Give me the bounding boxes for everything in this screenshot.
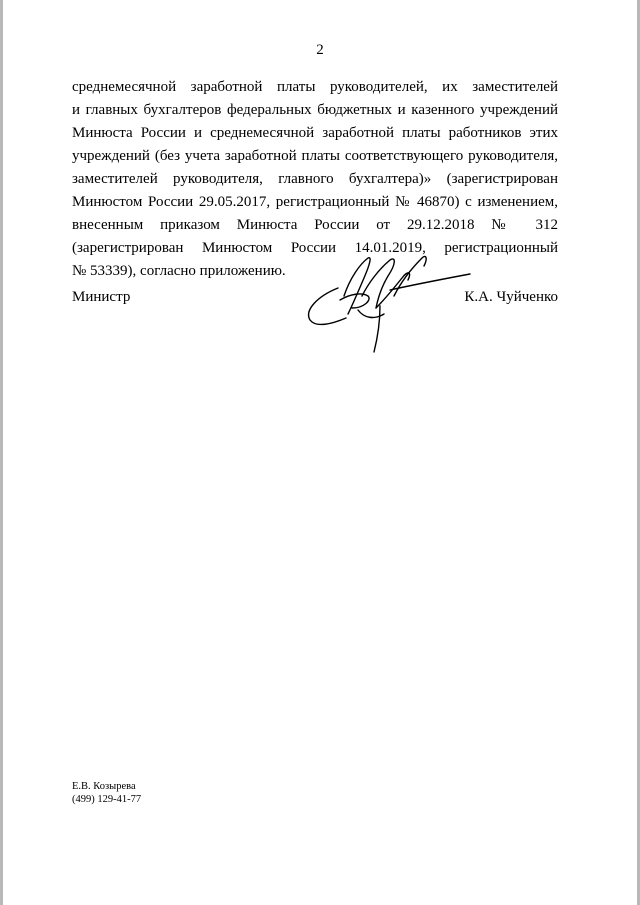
body-line: Минюстом России 29.05.2017, регистрационный № 46870) с изменением,	[72, 194, 558, 210]
signatory-position: Министр	[72, 289, 131, 305]
body-line: Минюста России и среднемесячной заработной платы работников этих	[72, 125, 558, 141]
body-line: (зарегистрирован Минюстом России 14.01.2019, регистрационный	[72, 240, 558, 256]
body-line: внесенным приказом Минюста России от 29.12.2018 № 312	[72, 217, 558, 233]
body-line: среднемесячной заработной платы руководителей, их заместителей	[72, 79, 558, 95]
executor-info	[72, 780, 141, 806]
signatory-name: К.А. Чуйченко	[464, 289, 558, 305]
page-left-edge	[0, 0, 3, 905]
body-line: заместителей руководителя, главного бухгалтера)» (зарегистрирован	[72, 171, 558, 187]
executor-name: Е.В. Козырева	[72, 781, 136, 792]
signature-block	[72, 289, 558, 313]
body-line: и главных бухгалтеров федеральных бюджетных и казенного учреждений	[72, 102, 558, 118]
page-number: 2	[316, 42, 324, 58]
body-line: № 53339), согласно приложению.	[72, 263, 286, 279]
executor-phone: (499) 129-41-77	[72, 794, 142, 805]
body-line: учреждений (без учета заработной платы соответствующего руководителя,	[72, 148, 558, 164]
